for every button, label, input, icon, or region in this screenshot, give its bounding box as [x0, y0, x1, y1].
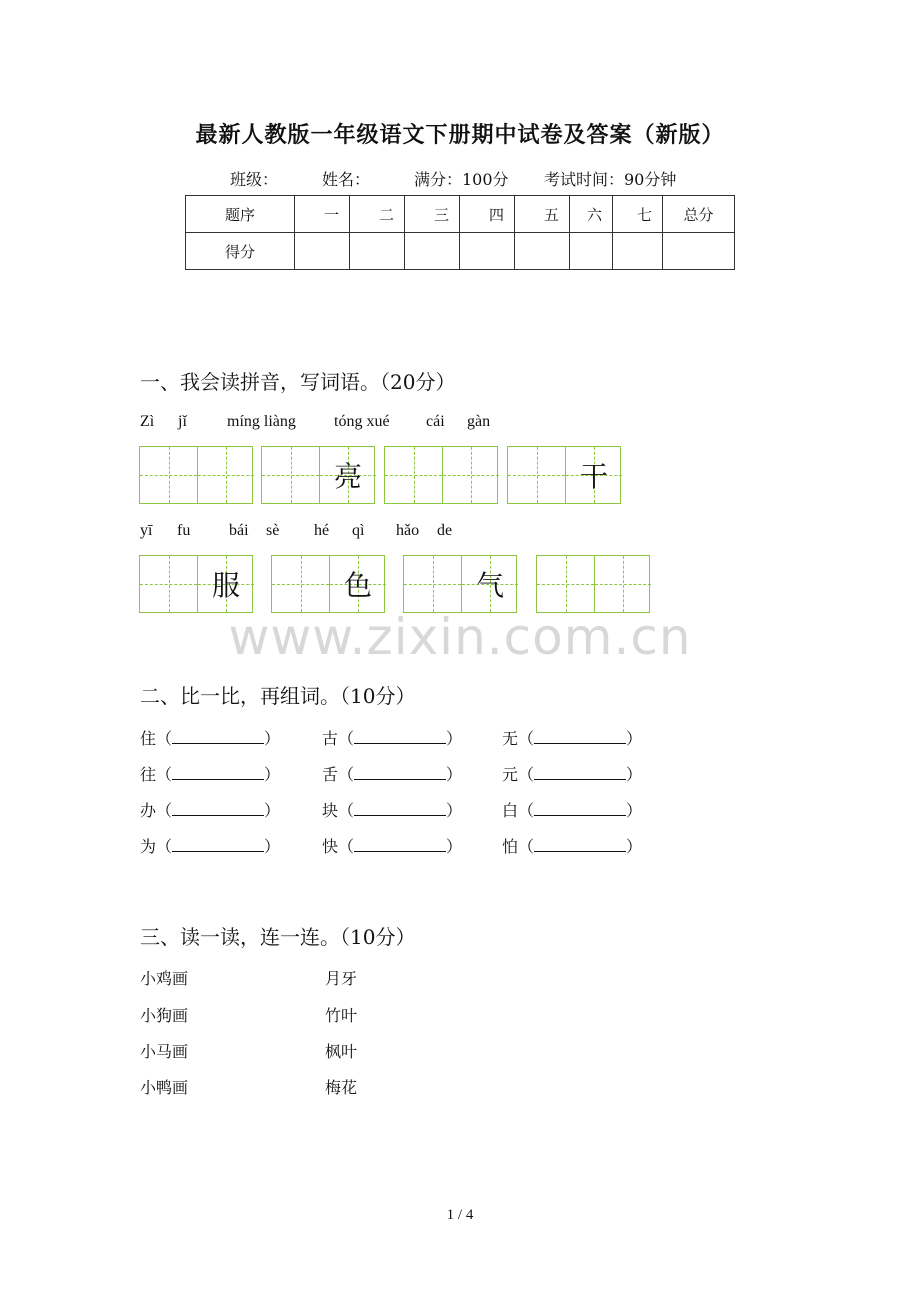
- grid-character: [262, 447, 319, 503]
- pinyin: fu: [177, 522, 191, 539]
- open-paren: （: [518, 837, 535, 856]
- answer-blank[interactable]: [354, 801, 446, 816]
- writing-cell[interactable]: [272, 556, 329, 612]
- page-title: 最新人教版一年级语文下册期中试卷及答案（新版）: [195, 122, 725, 148]
- pinyin: hǎo: [396, 522, 420, 539]
- writing-cell[interactable]: [140, 556, 197, 612]
- row-label-order: 题序: [186, 196, 295, 233]
- score-cell[interactable]: [350, 233, 405, 270]
- grid-character: [443, 447, 499, 503]
- grid-character: [140, 556, 197, 612]
- score-cell[interactable]: [570, 233, 613, 270]
- col-2: 二: [350, 196, 405, 233]
- grid-character: [404, 556, 461, 612]
- answer-blank[interactable]: [534, 801, 626, 816]
- score-cell[interactable]: [613, 233, 663, 270]
- match-right-item[interactable]: 竹叶: [325, 1006, 358, 1025]
- grid-character: 亮: [333, 460, 362, 493]
- full-score: 满分：100分: [414, 170, 509, 189]
- answer-blank[interactable]: [534, 729, 626, 744]
- close-paren: ）: [446, 765, 463, 784]
- close-paren: ）: [264, 729, 281, 748]
- score-cell[interactable]: [460, 233, 515, 270]
- score-cell[interactable]: [295, 233, 350, 270]
- open-paren: （: [338, 729, 355, 748]
- writing-grid-box: [271, 555, 385, 613]
- col-6: 六: [570, 196, 613, 233]
- answer-blank[interactable]: [534, 765, 626, 780]
- base-character: 怕: [502, 837, 519, 856]
- writing-grid-box: [384, 446, 498, 504]
- grid-character: [385, 447, 442, 503]
- writing-cell[interactable]: [594, 556, 651, 612]
- open-paren: （: [156, 729, 173, 748]
- word-group-item: [502, 798, 642, 821]
- pinyin: qì: [352, 522, 365, 539]
- close-paren: ）: [626, 729, 643, 748]
- base-character: 快: [322, 837, 339, 856]
- word-group-item: [140, 798, 280, 821]
- close-paren: ）: [626, 801, 643, 820]
- score-table-score-row: [186, 233, 735, 270]
- score-cell[interactable]: [663, 233, 735, 270]
- close-paren: ）: [264, 801, 281, 820]
- writing-grid-box: [507, 446, 621, 504]
- col-5: 五: [515, 196, 570, 233]
- word-group-item: [140, 762, 280, 785]
- word-group-item: [322, 762, 462, 785]
- pinyin: jǐ: [178, 413, 187, 430]
- match-left-item[interactable]: 小鸭画: [140, 1078, 189, 1097]
- open-paren: （: [156, 765, 173, 784]
- word-group-item: [322, 834, 462, 857]
- base-character: 白: [502, 801, 519, 820]
- section2-heading: 二、比一比，再组词。（10分）: [140, 684, 416, 708]
- writing-cell[interactable]: [442, 447, 499, 503]
- close-paren: ）: [264, 765, 281, 784]
- base-character: 办: [140, 801, 157, 820]
- grid-character: [140, 447, 197, 503]
- pinyin: sè: [266, 522, 280, 539]
- base-character: 块: [322, 801, 339, 820]
- word-group-item: [322, 726, 462, 749]
- match-right-item[interactable]: 枫叶: [325, 1042, 358, 1061]
- col-3: 三: [405, 196, 460, 233]
- pinyin: Zì: [140, 413, 155, 430]
- match-right-item[interactable]: 梅花: [325, 1078, 358, 1097]
- pinyin: bái: [229, 522, 249, 539]
- writing-cell[interactable]: [537, 556, 594, 612]
- grid-character: 干: [579, 460, 608, 493]
- grid-character: [537, 556, 594, 612]
- match-left-item[interactable]: 小马画: [140, 1042, 189, 1061]
- answer-blank[interactable]: [172, 801, 264, 816]
- base-character: 往: [140, 765, 157, 784]
- answer-blank[interactable]: [172, 765, 264, 780]
- grid-character: [595, 556, 651, 612]
- writing-cell[interactable]: [262, 447, 319, 503]
- open-paren: （: [518, 729, 535, 748]
- writing-grid-box: [139, 446, 253, 504]
- close-paren: ）: [446, 729, 463, 748]
- writing-cell-prefilled: [319, 447, 376, 503]
- writing-cell-prefilled: [461, 556, 518, 612]
- score-cell[interactable]: [515, 233, 570, 270]
- grid-character: 服: [211, 569, 240, 602]
- answer-blank[interactable]: [354, 837, 446, 852]
- answer-blank[interactable]: [172, 837, 264, 852]
- writing-cell[interactable]: [197, 447, 254, 503]
- score-table: [185, 195, 735, 270]
- grid-character: [198, 447, 254, 503]
- row-label-score: 得分: [186, 233, 295, 270]
- open-paren: （: [518, 765, 535, 784]
- word-group-item: [140, 726, 280, 749]
- word-group-item: [140, 834, 280, 857]
- open-paren: （: [156, 801, 173, 820]
- writing-cell[interactable]: [140, 447, 197, 503]
- close-paren: ）: [446, 801, 463, 820]
- pinyin: míng liàng: [227, 413, 296, 430]
- exam-time: 考试时间：90分钟: [544, 170, 677, 189]
- answer-blank[interactable]: [534, 837, 626, 852]
- col-7: 七: [613, 196, 663, 233]
- base-character: 住: [140, 729, 157, 748]
- writing-cell[interactable]: [508, 447, 565, 503]
- watermark: www.zixin.com.cn: [228, 608, 692, 666]
- col-1: 一: [295, 196, 350, 233]
- pinyin: cái: [426, 413, 445, 430]
- open-paren: （: [338, 765, 355, 784]
- section1-heading: 一、我会读拼音，写词语。（20分）: [140, 370, 456, 394]
- open-paren: （: [518, 801, 535, 820]
- score-cell[interactable]: [405, 233, 460, 270]
- section3-heading: 三、读一读，连一连。（10分）: [140, 925, 416, 949]
- writing-grid-box: [536, 555, 650, 613]
- pinyin: gàn: [467, 413, 491, 430]
- class-label: 班级：: [230, 170, 279, 189]
- close-paren: ）: [446, 837, 463, 856]
- pinyin: de: [437, 522, 453, 539]
- base-character: 无: [502, 729, 519, 748]
- col-4: 四: [460, 196, 515, 233]
- answer-blank[interactable]: [172, 729, 264, 744]
- grid-character: [508, 447, 565, 503]
- answer-blank[interactable]: [354, 765, 446, 780]
- match-left-item[interactable]: 小鸡画: [140, 969, 189, 988]
- grid-character: [272, 556, 329, 612]
- close-paren: ）: [626, 765, 643, 784]
- writing-cell-prefilled: [197, 556, 254, 612]
- writing-cell-prefilled: [329, 556, 386, 612]
- word-group-item: [502, 726, 642, 749]
- base-character: 元: [502, 765, 519, 784]
- word-group-item: [502, 762, 642, 785]
- grid-character: 色: [343, 569, 372, 602]
- word-group-item: [322, 798, 462, 821]
- base-character: 古: [322, 729, 339, 748]
- score-table-header-row: [186, 196, 735, 233]
- writing-cell[interactable]: [404, 556, 461, 612]
- pinyin: hé: [314, 522, 330, 539]
- match-right-item[interactable]: 月牙: [325, 969, 358, 988]
- close-paren: ）: [264, 837, 281, 856]
- open-paren: （: [338, 837, 355, 856]
- pinyin: yī: [140, 522, 153, 539]
- open-paren: （: [156, 837, 173, 856]
- writing-grid-box: [261, 446, 375, 504]
- word-group-item: [502, 834, 642, 857]
- match-left-item[interactable]: 小狗画: [140, 1006, 189, 1025]
- open-paren: （: [338, 801, 355, 820]
- grid-character: 气: [475, 569, 504, 602]
- base-character: 为: [140, 837, 157, 856]
- writing-cell-prefilled: [565, 447, 622, 503]
- name-label: 姓名：: [322, 170, 371, 189]
- page-number: 1 / 4: [446, 1207, 474, 1223]
- writing-grid-box: [139, 555, 253, 613]
- base-character: 舌: [322, 765, 339, 784]
- answer-blank[interactable]: [354, 729, 446, 744]
- pinyin: tóng xué: [334, 413, 390, 430]
- writing-grid-box: [403, 555, 517, 613]
- writing-cell[interactable]: [385, 447, 442, 503]
- close-paren: ）: [626, 837, 643, 856]
- col-total: 总分: [663, 196, 735, 233]
